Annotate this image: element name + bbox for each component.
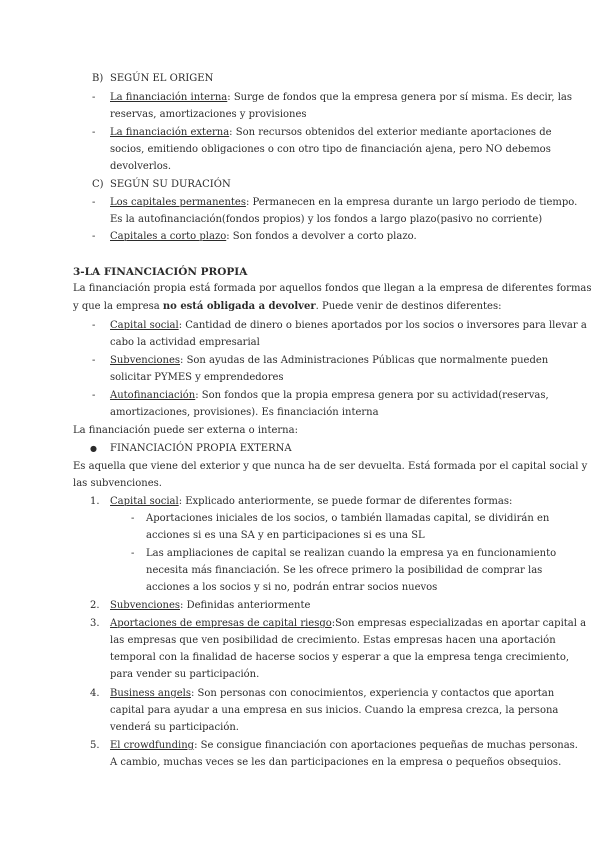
item-text-cont: devolverlos. <box>110 161 172 172</box>
sub-item-cont: necesita más financiación. Se les ofrece primero la posibilidad de comprar las <box>146 565 543 576</box>
item-text: :Son empresas especializadas en aportar capital a <box>331 618 587 629</box>
item-text-cont: para vender su participación. <box>110 669 260 680</box>
section-title: 3-LA FINANCIACIÓN PROPIA <box>73 266 248 278</box>
subheading: FINANCIACIÓN PROPIA EXTERNA <box>110 443 292 454</box>
term: Subvenciones <box>110 355 181 366</box>
item-text-cont: A cambio, muchas veces se les dan participaciones en la empresa o pequeños obsequios. <box>110 757 562 768</box>
sub-item-cont: acciones si es una SA y en participaciones si es una SL <box>146 530 425 541</box>
item-text: : Son ayudas de las Administraciones Públicas que normalmente pueden <box>180 355 549 366</box>
item-text: : Surge de fondos que la empresa genera por sí misma. Es decir, las <box>227 92 572 103</box>
item-text: : Cantidad de dinero o bienes aportados por los socios o inversores para llevar a <box>178 320 587 331</box>
sub-item-cont: acciones a los socios y si no, podrán entrar socios nuevos <box>146 582 438 593</box>
item-text-cont: amortizaciones, provisiones). Es financiación interna <box>110 407 379 418</box>
paragraph: las subvenciones. <box>73 478 162 489</box>
paragraph: La financiación propia está formada por aquellos fondos que llegan a la empresa de diferentes formas <box>73 283 592 294</box>
item-text-cont: venderá su participación. <box>110 722 239 733</box>
term: Capital social <box>110 496 179 507</box>
paragraph: Es aquella que viene del exterior y que nunca ha de ser devuelta. Está formada por el capital social y <box>73 461 588 472</box>
section-c-heading: SEGÚN SU DURACIÓN <box>110 179 231 190</box>
item-text-cont: capital para ayudar a una empresa en sus inicios. Cuando la empresa crezca, la persona <box>110 705 559 716</box>
list-item <box>110 353 548 370</box>
term: Capitales a corto plazo <box>110 231 227 242</box>
item-text: : Se consigue financiación con aportaciones pequeñas de muchas personas. <box>194 740 578 751</box>
term: La financiación externa <box>110 127 230 138</box>
item-text: : Permanecen en la empresa durante un largo periodo de tiempo. <box>245 197 578 208</box>
paragraph <box>73 299 501 316</box>
bold-text: no está obligada a devolver <box>162 301 316 312</box>
list-item <box>110 90 572 107</box>
dash: - <box>92 127 96 138</box>
list-item <box>110 195 577 212</box>
numbered-item <box>110 738 578 755</box>
dash: - <box>92 320 96 331</box>
list-number: 2. <box>90 600 100 611</box>
numbered-item <box>110 494 512 511</box>
dash: - <box>92 231 96 242</box>
term: Business angels <box>110 688 191 699</box>
list-number: 3. <box>90 618 100 629</box>
list-item <box>110 388 549 405</box>
text: y que la empresa <box>73 301 163 312</box>
term: La financiación interna <box>110 92 228 103</box>
dash: - <box>131 513 135 524</box>
item-text: : Son fondos que la propia empresa genera por su actividad(reservas, <box>195 390 549 401</box>
item-text-cont: solicitar PYMES y emprendedores <box>110 372 284 383</box>
term: Los capitales permanentes <box>110 197 246 208</box>
item-text: : Son fondos a devolver a corto plazo. <box>226 231 417 242</box>
term: El crowdfunding <box>110 740 195 751</box>
numbered-item <box>110 598 310 615</box>
term: Autofinanciación <box>110 390 196 401</box>
section-b-heading: SEGÚN EL ORIGEN <box>110 73 214 84</box>
numbered-item <box>110 686 554 703</box>
list-number: 1. <box>90 496 100 507</box>
numbered-item <box>110 616 586 633</box>
paragraph: La financiación puede ser externa o interna: <box>73 425 298 436</box>
item-text-cont: reservas, amortizaciones y provisiones <box>110 109 307 120</box>
sub-item: Aportaciones iniciales de los socios, o también llamadas capital, se dividirán en <box>146 513 550 524</box>
item-text: : Son recursos obtenidos del exterior mediante aportaciones de <box>229 127 552 138</box>
item-text: : Son personas con conocimientos, experiencia y contactos que aportan <box>190 688 555 699</box>
term: Capital social <box>110 320 179 331</box>
list-item <box>110 125 552 142</box>
section-b-marker: B) <box>92 73 104 84</box>
list-number: 5. <box>90 740 100 751</box>
item-text: : Explicado anteriormente, se puede formar de diferentes formas: <box>178 496 513 507</box>
item-text-cont: cabo la actividad empresarial <box>110 337 260 348</box>
bullet-dot-icon: ● <box>90 444 97 453</box>
item-text-cont: Es la autofinanciación(fondos propios) y los fondos a largo plazo(pasivo no corriente) <box>110 214 543 225</box>
item-text-cont: temporal con la finalidad de hacerse socios y esperar a que la empresa tenga crecimiento, <box>110 652 570 663</box>
list-item <box>110 318 587 335</box>
term: Subvenciones <box>110 600 181 611</box>
text: . Puede venir de destinos diferentes: <box>315 301 502 312</box>
dash: - <box>92 355 96 366</box>
item-text-cont: socios, emitiendo obligaciones o con otro tipo de financiación ajena, pero NO debemos <box>110 144 551 155</box>
term: Aportaciones de empresas de capital riesgo <box>110 618 332 629</box>
sub-item: Las ampliaciones de capital se realizan cuando la empresa ya en funcionamiento <box>146 548 557 559</box>
dash: - <box>131 548 135 559</box>
item-text: : Definidas anteriormente <box>180 600 311 611</box>
list-item <box>110 229 417 246</box>
dash: - <box>92 197 96 208</box>
section-c-marker: C) <box>92 179 104 190</box>
dash: - <box>92 390 96 401</box>
item-text-cont: las empresas que ven posibilidad de crecimiento. Estas empresas hacen una aportación <box>110 635 556 646</box>
dash: - <box>92 92 96 103</box>
list-number: 4. <box>90 688 100 699</box>
